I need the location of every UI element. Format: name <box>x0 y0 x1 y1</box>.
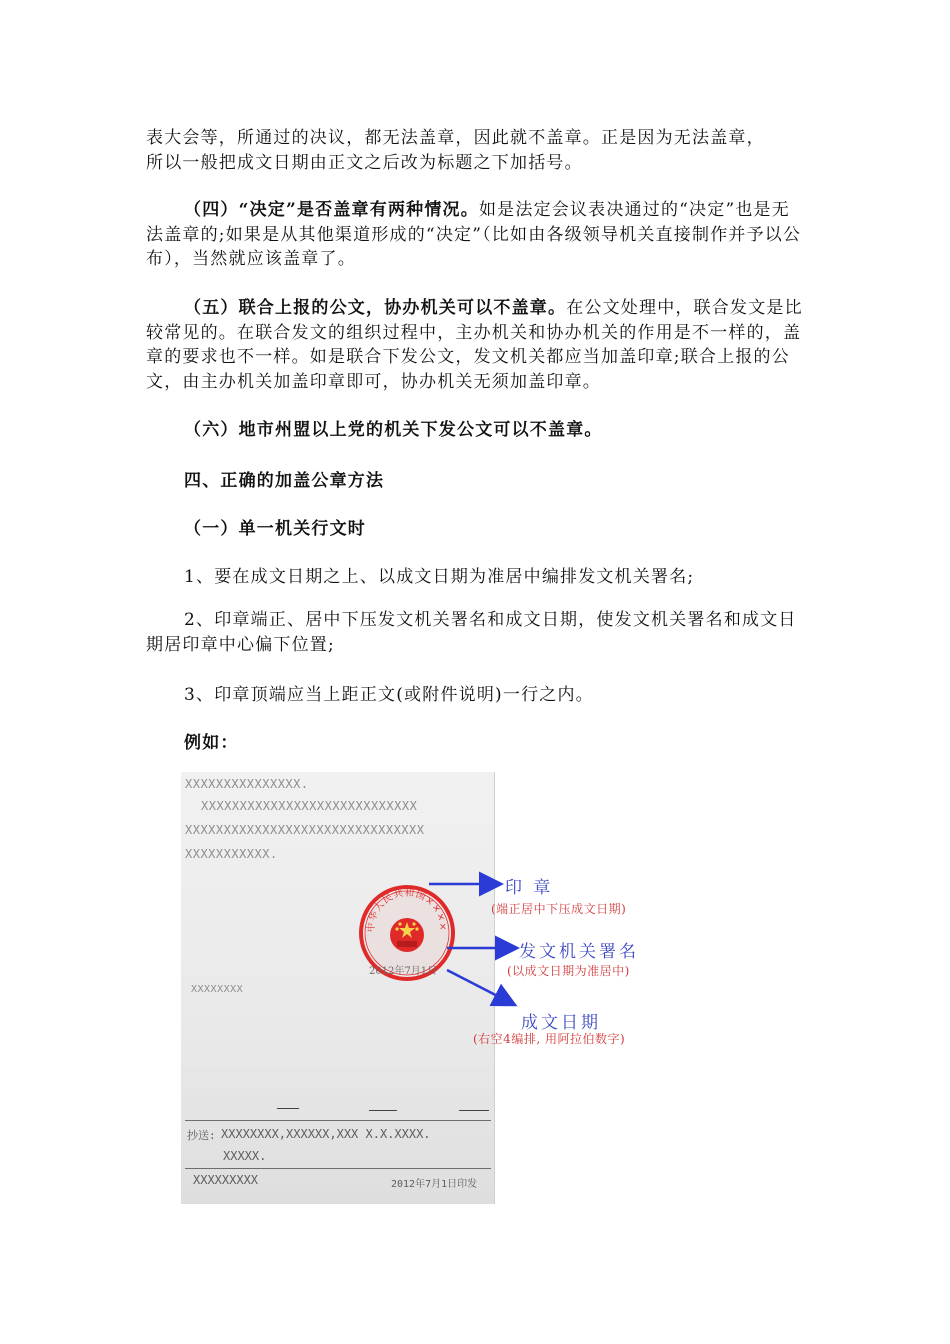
paragraph-joint-report <box>146 296 806 394</box>
arrow-date <box>447 970 513 1004</box>
p2-body: 如是法定会议表决通过的“决定”也是无法盖章的;如果是从其他渠道形成的“决定”（比如由各级领导机关直接制作并予以公布），当然就应该盖章了。 <box>146 200 802 269</box>
paragraph-continued <box>146 126 806 175</box>
doc-line-1: XXXXXXXXXXXXXXX. <box>185 777 309 791</box>
p3-body: 在公文处理中，联合发文是比较常见的。在联合发文的组织过程中，主办机关和协办机关的作用是不一样的，盖章的要求也不一样。如是联合下发公文，发文机关都应当加盖印章;联合上报的公文，由主办机关加盖印章即可，协办机关无须加盖印章。 <box>146 298 803 392</box>
section-heading: 四、正确的加盖公章方法 <box>184 471 385 491</box>
p2-bold-lead: （四）“决定”是否盖章有两种情况。 <box>184 200 479 220</box>
annotation-date-note: (右空4编排, 用阿拉伯数字) <box>473 1032 626 1046</box>
annotation-seal-title: 印 章 <box>505 878 554 898</box>
doc-line-3: XXXXXXXXXXXXXXXXXXXXXXXXXXXXXXX <box>185 823 425 837</box>
seal-date: 2012年7月1日 <box>369 966 438 977</box>
section-subheading: （一）单一机关行文时 <box>184 519 366 539</box>
list-item-1: 1、要在成文日期之上、以成文日期为准居中编排发文机关署名; <box>184 567 695 587</box>
paragraph-party-organs <box>146 418 806 443</box>
seal-text: 中华人民共和国×××× <box>365 887 449 933</box>
doc-line-5: XXXXXXXX <box>191 984 244 995</box>
p4-bold-lead: （六）地市州盟以上党的机关下发公文可以不盖章。 <box>184 420 603 440</box>
annotation-date-title: 成文日期 <box>521 1013 601 1033</box>
list-item-2: 2、印章端正、居中下压发文机关署名和成文日期，使发文机关署名和成文日期居印章中心偏下位置; <box>146 610 797 655</box>
p3-bold-lead: （五）联合上报的公文，协办机关可以不盖章。 <box>184 298 567 318</box>
cc-label: 抄送: <box>187 1129 216 1142</box>
list-item-3: 3、印章顶端应当上距正文(或附件说明)一行之内。 <box>184 685 594 705</box>
cc-line-3: XXXXXXXXX <box>193 1173 259 1187</box>
print-date: 2012年7月1日印发 <box>391 1179 478 1190</box>
annotation-issuer-note: (以成文日期为准居中) <box>507 964 630 978</box>
paragraph-decision-seal <box>146 198 806 272</box>
callout-arrows <box>181 772 665 1204</box>
annotation-issuer-title: 发文机关署名 <box>519 942 639 962</box>
cc-line-2: XXXXX. <box>223 1149 267 1163</box>
seal-example-figure <box>181 772 665 1204</box>
cc-line-1: XXXXXXXX,XXXXXX,XXX X.X.XXXX. <box>221 1127 431 1141</box>
doc-line-4: XXXXXXXXXXX. <box>185 847 278 861</box>
annotation-seal-note: (端正居中下压成文日期) <box>491 902 627 916</box>
example-label: 例如： <box>184 733 239 753</box>
p1-line1: 表大会等，所通过的决议，都无法盖章，因此就不盖章。正是因为无法盖章， <box>146 128 765 148</box>
p1-line2: 所以一般把成文日期由正文之后改为标题之下加括号。 <box>146 152 583 173</box>
doc-line-2: XXXXXXXXXXXXXXXXXXXXXXXXXXXX <box>201 799 418 813</box>
